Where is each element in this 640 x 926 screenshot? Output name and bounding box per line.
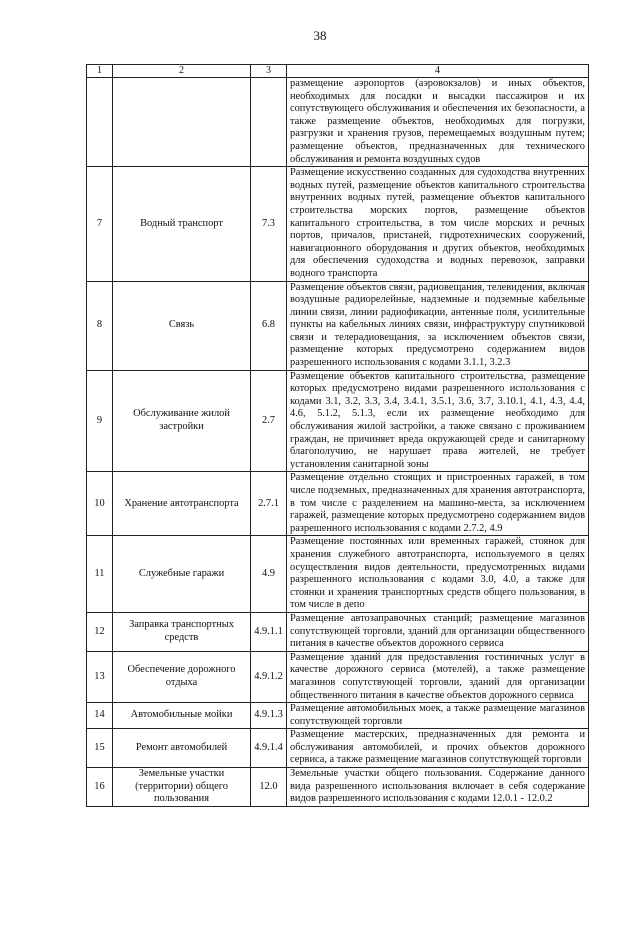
table-row <box>87 167 589 281</box>
row-number: 9 <box>87 370 113 472</box>
use-type-name: Водный транспорт <box>113 167 251 281</box>
use-type-code: 2.7 <box>251 370 287 472</box>
column-header: 3 <box>251 65 287 78</box>
column-header: 4 <box>287 65 589 78</box>
table-row <box>87 768 589 807</box>
use-type-description: Размещение искусственно созданных для судоходства внутренних водных путей, размещение объектов капитального строительства внутренних водных путей, размещение объектов капитального строительства морских портов, размещение объектов капитального строительства, в том числе морских и речных портов, причалов, пристаней, гидротехнических сооружений, навигационного оборудования и других объектов, необходимых для обеспечения судоходства и водных перевозок, заправки водного транспорта <box>287 167 589 281</box>
use-type-name: Хранение автотранспорта <box>113 472 251 536</box>
table-row <box>87 472 589 536</box>
column-header: 1 <box>87 65 113 78</box>
use-type-name: Служебные гаражи <box>113 536 251 613</box>
land-use-table <box>86 64 589 807</box>
table-row <box>87 612 589 651</box>
table-row <box>87 78 589 167</box>
table-row <box>87 651 589 702</box>
use-type-description: Размещение автозаправочных станций; размещение магазинов сопутствующей торговли, зданий для организации общественного питания в качестве объектов дорожного сервиса <box>287 612 589 651</box>
use-type-code: 4.9.1.4 <box>251 729 287 768</box>
use-type-code: 2.7.1 <box>251 472 287 536</box>
row-number: 11 <box>87 536 113 613</box>
use-type-description: Размещение объектов связи, радиовещания, телевидения, включая воздушные радиорелейные, надземные и подземные кабельные линии связи, линии радиофикации, антенные поля, усилительные пункты на кабельных линиях связи, инфраструктуру спутниковой связи и телерадиовещания, за исключением объектов связи, размещение которых предусмотрено содержанием видов разрешенного использования с кодами 3.1.1, 3.2.3 <box>287 281 589 370</box>
use-type-code: 7.3 <box>251 167 287 281</box>
use-type-name: Связь <box>113 281 251 370</box>
use-type-code: 12.0 <box>251 768 287 807</box>
use-type-name: Обслуживание жилой застройки <box>113 370 251 472</box>
use-type-description: размещение аэропортов (аэровокзалов) и иных объектов, необходимых для посадки и высадки пассажиров и их сопутствующего обслуживания и обеспечения их безопасности, а также размещение объектов, необходимых для погрузки, разгрузки и хранения грузов, перемещаемых воздушным путем; размещение объектов, предназначенных для технического обслуживания и ремонта воздушных судов <box>287 78 589 167</box>
use-type-description: Размещение объектов капитального строительства, размещение которых предусмотрено видами разрешенного использования с кодами 3.1, 3.2, 3.3, 3.4, 3.4.1, 3.5.1, 3.6, 3.7, 3.10.1, 4.1, 4.3, 4.4, 4.6, 5.1.2, 5.1.3, если их размещение необходимо для обслуживания жилой застройки, а также связано с проживанием граждан, не причиняет вреда окружающей среде и санитарному благополучию, не нарушает права жителей, не требует установления санитарной зоны <box>287 370 589 472</box>
use-type-description: Размещение автомобильных моек, а также размещение магазинов сопутствующей торговли <box>287 703 589 729</box>
column-header: 2 <box>113 65 251 78</box>
row-number: 16 <box>87 768 113 807</box>
table-row <box>87 370 589 472</box>
row-number: 10 <box>87 472 113 536</box>
row-number: 13 <box>87 651 113 702</box>
page-number: 38 <box>313 28 327 43</box>
row-number: 14 <box>87 703 113 729</box>
table-row <box>87 536 589 613</box>
use-type-name: Ремонт автомобилей <box>113 729 251 768</box>
use-type-code: 4.9.1.2 <box>251 651 287 702</box>
use-type-code: 6.8 <box>251 281 287 370</box>
use-type-name: Обеспечение дорожного отдыха <box>113 651 251 702</box>
use-type-code <box>251 78 287 167</box>
use-type-name: Автомобильные мойки <box>113 703 251 729</box>
use-type-description: Размещение отдельно стоящих и пристроенных гаражей, в том числе подземных, предназначенных для хранения автотранспорта, в том числе с разделением на машино-места, за исключением гаражей, размещение которых предусмотрено содержанием видов разрешенного использования с кодами 2.7.2, 4.9 <box>287 472 589 536</box>
use-type-description: Земельные участки общего пользования. Содержание данного вида разрешенного использования включает в себя содержание видов разрешенного использования с кодами 12.0.1 - 12.0.2 <box>287 768 589 807</box>
use-type-code: 4.9 <box>251 536 287 613</box>
table-row <box>87 729 589 768</box>
row-number: 12 <box>87 612 113 651</box>
use-type-code: 4.9.1.3 <box>251 703 287 729</box>
row-number: 7 <box>87 167 113 281</box>
use-type-name: Земельные участки (территории) общего пользования <box>113 768 251 807</box>
use-type-name <box>113 78 251 167</box>
use-type-description: Размещение мастерских, предназначенных для ремонта и обслуживания автомобилей, и прочих объектов дорожного сервиса, а также размещение магазинов сопутствующей торговли <box>287 729 589 768</box>
row-number: 15 <box>87 729 113 768</box>
use-type-name: Заправка транспортных средств <box>113 612 251 651</box>
table-row <box>87 281 589 370</box>
table-row <box>87 703 589 729</box>
use-type-code: 4.9.1.1 <box>251 612 287 651</box>
row-number <box>87 78 113 167</box>
use-type-description: Размещение постоянных или временных гаражей, стоянок для хранения служебного автотранспорта, используемого в целях осуществления видов деятельности, предусмотренных видами разрешенного использования с кодами 3.0, 4.0, а также для стоянки и хранения транспортных средств общего пользования, в том числе в депо <box>287 536 589 613</box>
table-header-row <box>87 65 589 78</box>
row-number: 8 <box>87 281 113 370</box>
use-type-description: Размещение зданий для предоставления гостиничных услуг в качестве дорожного сервиса (мотелей), а также размещение магазинов сопутствующей торговли, зданий для организации общественного питания в качестве объектов дорожного сервиса <box>287 651 589 702</box>
